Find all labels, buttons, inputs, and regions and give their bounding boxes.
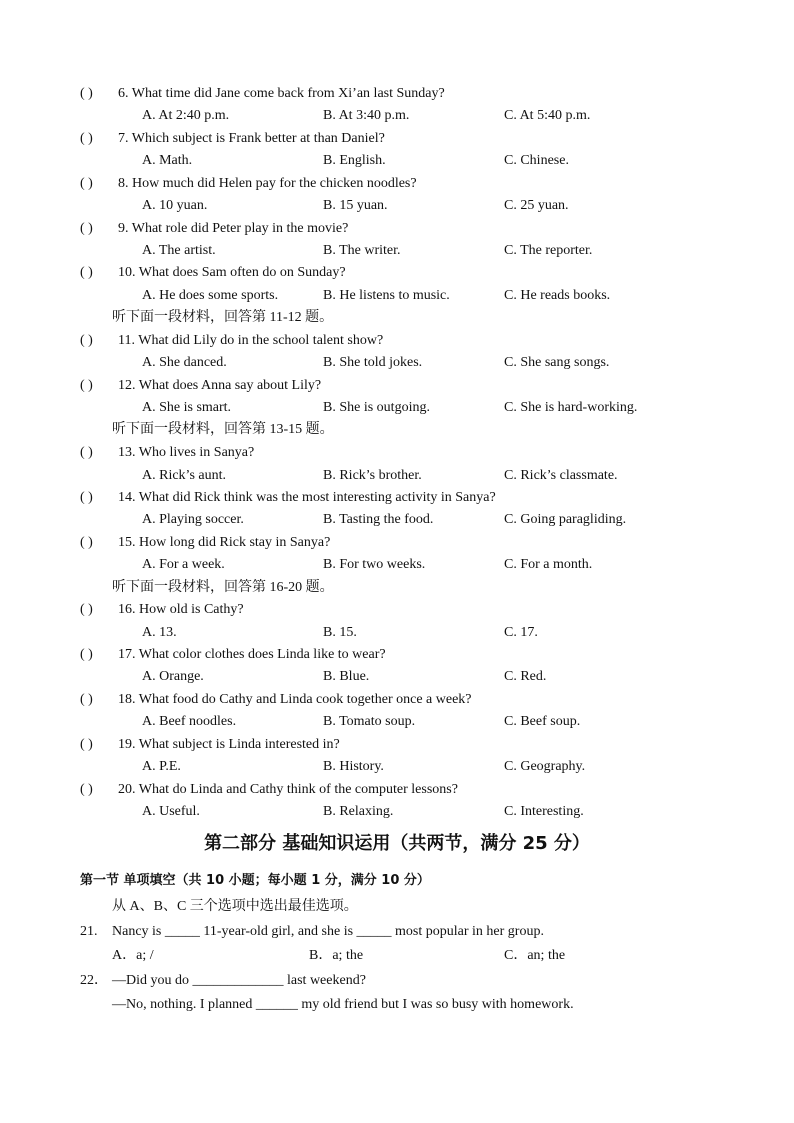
question-9: ( ) 9. What role did Peter play in the movie?	[80, 221, 349, 236]
question-12: ( ) 12. What does Anna say about Lily?	[80, 378, 322, 393]
question-13: ( ) 13. Who lives in Sanya?	[80, 445, 255, 460]
question-10: ( ) 10. What does Sam often do on Sunday?	[80, 265, 346, 280]
section-instruction-11-12: 听下面一段材料，回答第 11-12 题。	[112, 310, 334, 325]
question-14: ( ) 14. What did Rick think was the most interesting activity in Sanya?	[80, 490, 496, 505]
question-16: ( ) 16. How old is Cathy?	[80, 602, 244, 617]
question-17: ( ) 17. What color clothes does Linda like to wear?	[80, 647, 386, 662]
question-11: ( ) 11. What did Lily do in the school talent show?	[80, 333, 384, 348]
question-21: 21. Nancy is _____ 11-year-old girl, and she is _____ most popular in her group.	[80, 924, 544, 939]
section-instruction-16-20: 听下面一段材料，回答第 16-20 题。	[112, 580, 334, 595]
section-1-title: 第一节 单项填空（共 10 小题；每小题 1 分，满分 10 分）	[80, 873, 430, 888]
question-20: ( ) 20. What do Linda and Cathy think of the computer lessons?	[80, 782, 458, 797]
section-1-instruction: 从 A、B、C 三个选项中选出最佳选项。	[112, 899, 358, 914]
question-8: ( ) 8. How much did Helen pay for the chicken noodles?	[80, 176, 417, 191]
question-18: ( ) 18. What food do Cathy and Linda cook together once a week?	[80, 692, 472, 707]
part-2-title: 第二部分 基础知识运用（共两节，满分 25 分）	[204, 833, 590, 854]
question-7: ( ) 7. Which subject is Frank better at than Daniel?	[80, 131, 385, 146]
question-6: ( ) 6. What time did Jane come back from Xi’an last Sunday?	[80, 86, 445, 101]
section-instruction-13-15: 听下面一段材料，回答第 13-15 题。	[112, 422, 334, 437]
exam-page: ( ) 6. What time did Jane come back from Xi’an last Sunday? A. At 2:40 p.m. B. At 3:40 p.m. C. At 5:40 p.m. ( ) 7. Which subject is Frank better at than Daniel? A. Math. B. English. C. Chinese. ( ) 8. How much did Helen pay for the chicken noodles? A. 10 yuan. B. 15 yuan. C. 25 yuan. ( ) 9. What role did Peter play in the movie? A. The artist. B. The writer. C. The reporter. ( ) 10. What does Sam often do on Sunday? A. He does some sports. B. He listens to music. C. He reads books. 听下面一段材料，回答第 11-12 题。 ( ) 11. What did Lily do in the school talent show? A. She danced. B. She told jokes. C. She sang songs. ( ) 12. What does Anna say about Lily? A. She is smart. B. She is outgoing. C. She is hard-working. 听下面一段材料，回答第 13-15 题。 ( ) 13. Who lives in Sanya? A. Rick’s aunt. B. Rick’s brother. C. Rick’s classmate. ( ) 14. What did Rick think was the most interesting activity in Sanya? A. Playing soccer. B. Tasting the food. C. Going paragliding. ( ) 15. How long did Rick stay in Sanya? A. For a week. B. For two weeks. C. For a month. 听下面一段材料，回答第 16-20 题。 ( ) 16. How old is Cathy? A. 13. B. 15. C. 17. ( ) 17. What color clothes does Linda like to wear? A. Orange. B. Blue. C. Red. ( ) 18. What food do Cathy and Linda cook together once a week? A. Beef noodles. B. Tomato soup. C. Beef soup. ( ) 19. What subject is Linda interested in? A. P.E. B. History. C. Geography. ( ) 20. What do Linda and Cathy think of the computer lessons? A. Useful. B. Relaxing. C. Interesting. 第二部分 基础知识运用（共两节，满分 25 分） 第一节 单项填空（共 10 小题；每小题 1 分，满分 10 分） 从 A、B、C 三个选项中选出最佳选项。 21. Nancy is _____ 11-year-old girl, and she is _____ most popular in her group. A．a; / B．a; the C．an; the 22． —Did you do _____________ last weekend? —No, nothing. I planned ______ my old friend but I was so busy with homework.	[0, 0, 794, 1123]
question-19: ( ) 19. What subject is Linda interested in?	[80, 737, 340, 752]
question-15: ( ) 15. How long did Rick stay in Sanya?	[80, 535, 331, 550]
question-22: 22． —Did you do _____________ last weekend?	[80, 973, 366, 988]
